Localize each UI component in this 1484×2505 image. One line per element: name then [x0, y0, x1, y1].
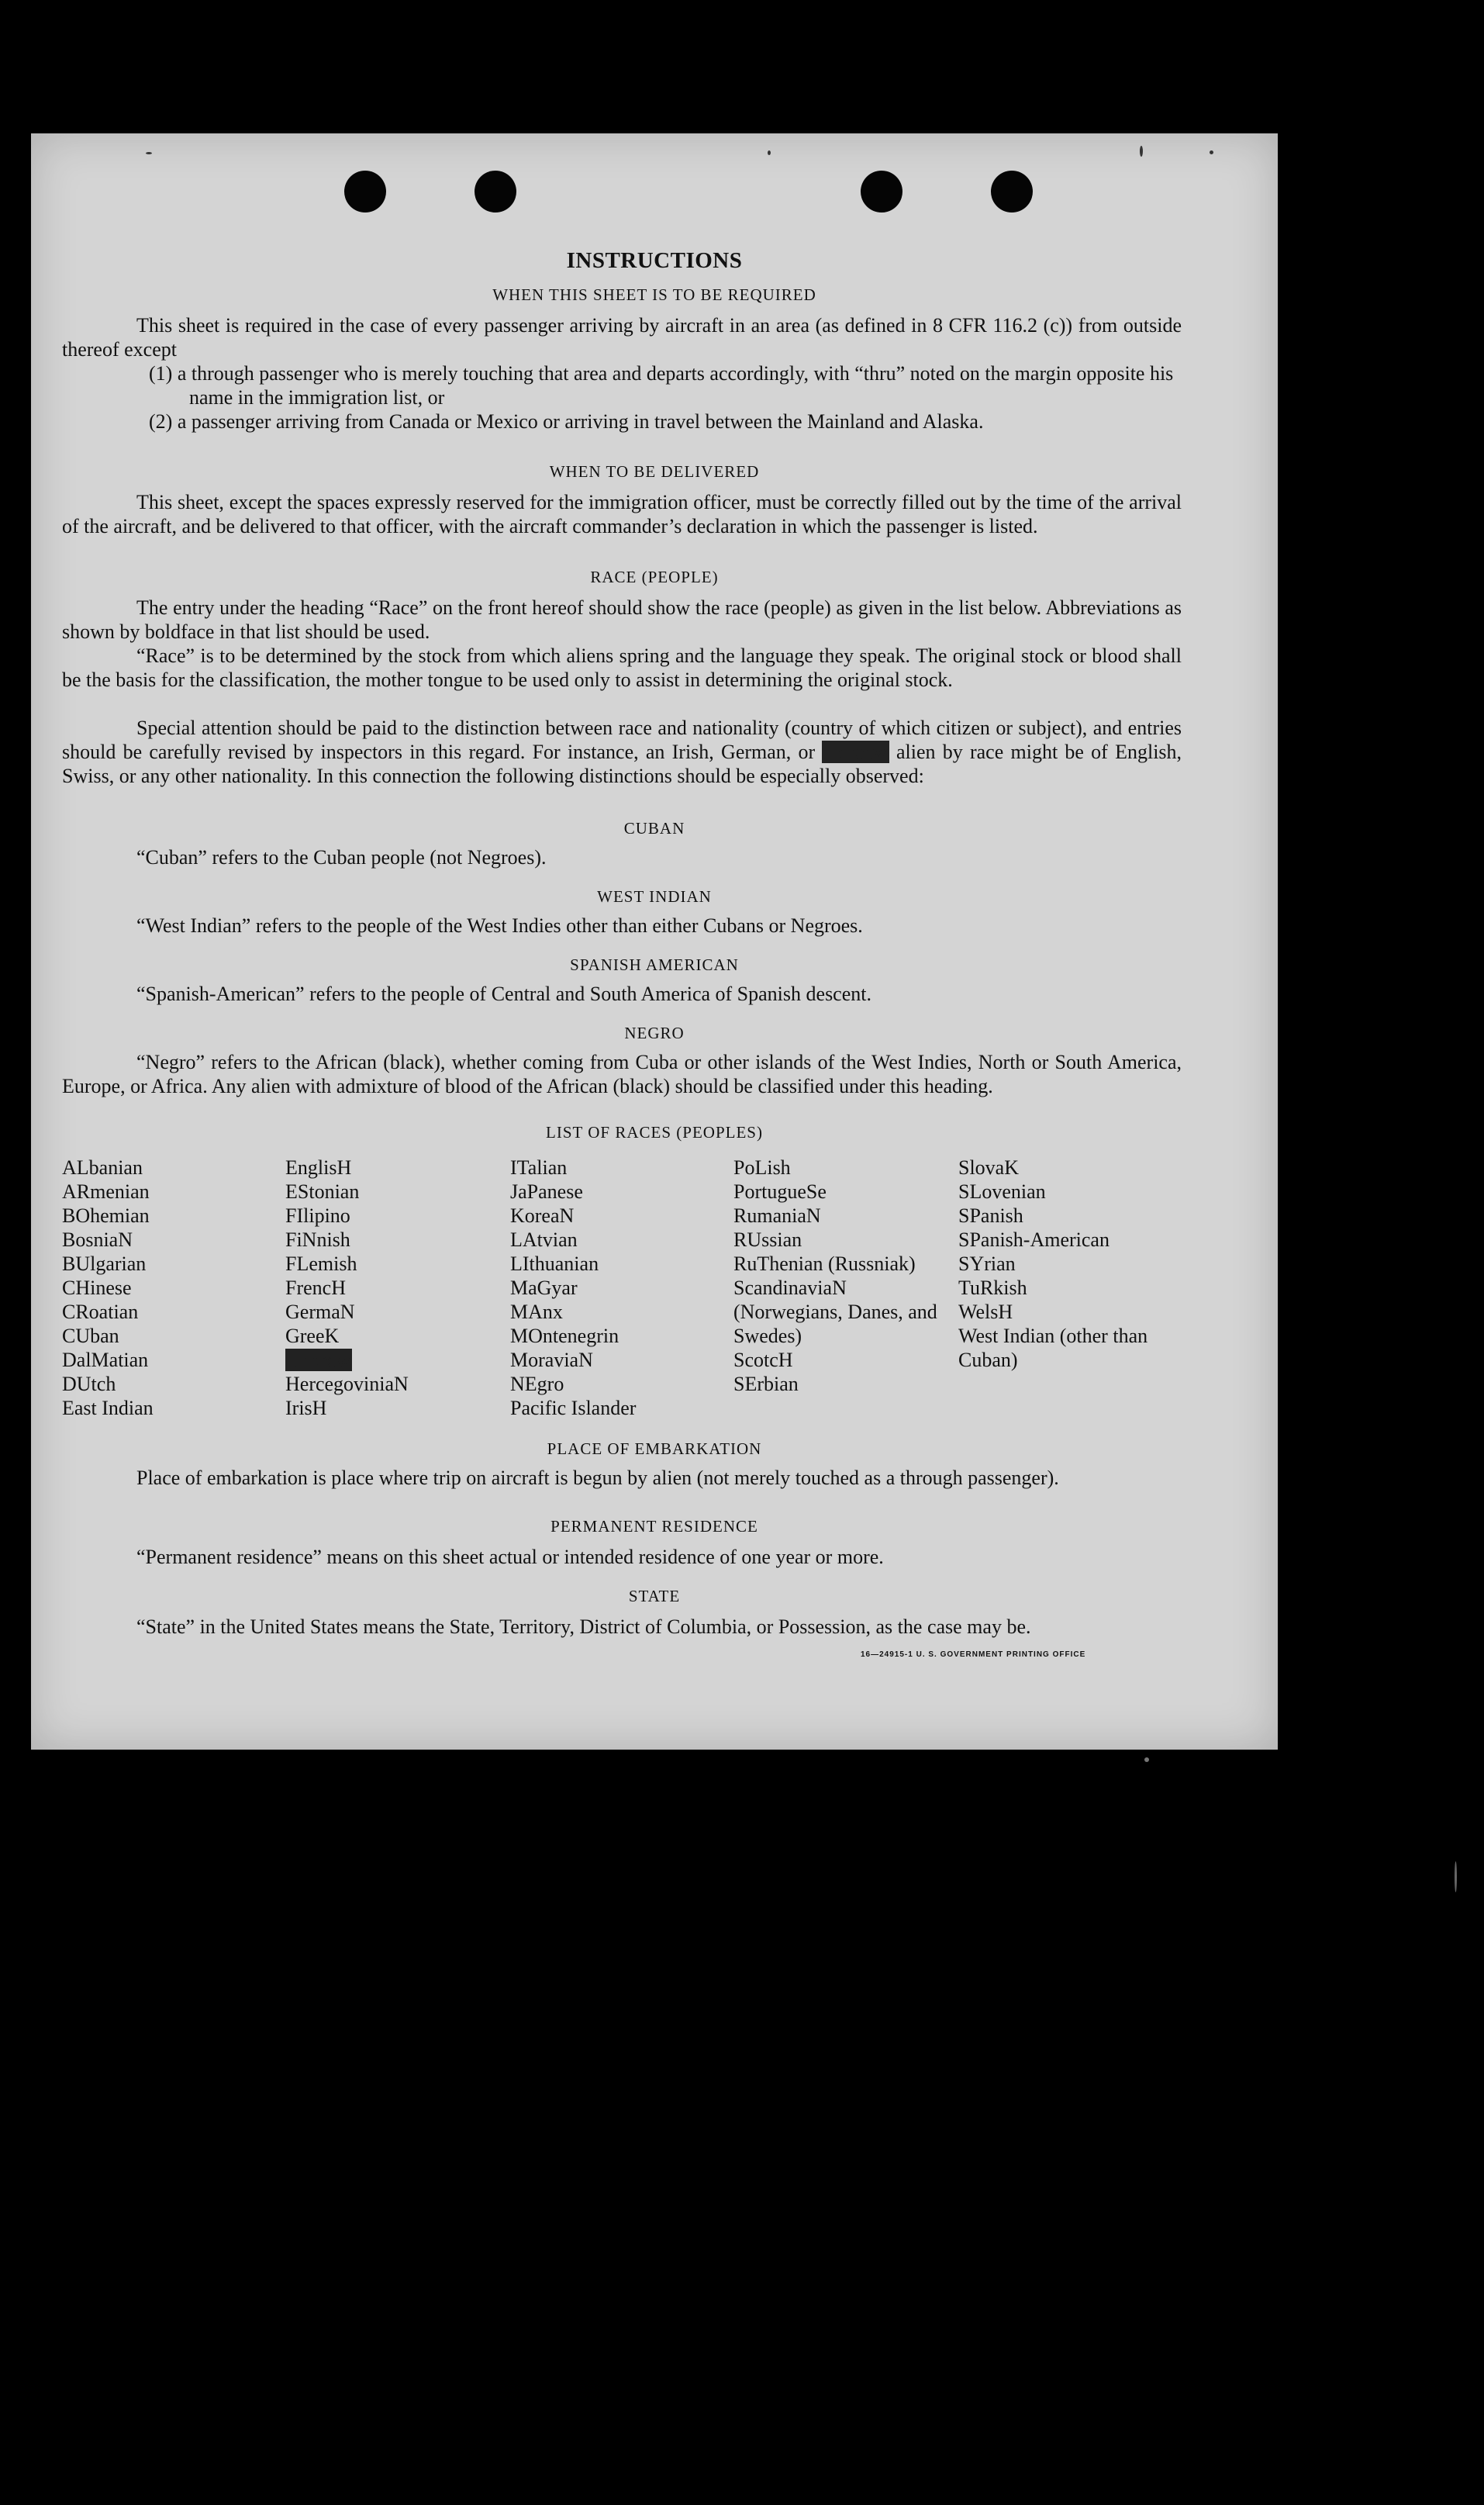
race-entry: ITalian: [510, 1156, 568, 1179]
spanish-american-text: “Spanish-American” refers to the people of Central and South America of Spanish descent.: [136, 983, 871, 1005]
race-entry: MAnx: [510, 1301, 563, 1323]
race-entry: West Indian (other than Cuban): [958, 1325, 1148, 1371]
race-entry: East Indian: [62, 1397, 154, 1419]
race-entry: GreeK: [285, 1325, 340, 1347]
dust-speck: [1144, 1757, 1149, 1762]
heading-list-of-races: LIST OF RACES (PEOPLES): [546, 1123, 763, 1142]
race-entry: BUlgarian: [62, 1252, 147, 1275]
race-entry: LAtvian: [510, 1228, 578, 1251]
race-entry: ARmenian: [62, 1180, 150, 1203]
race-entry: EStonian: [285, 1180, 360, 1203]
race-entry: BOhemian: [62, 1204, 150, 1227]
west-indian-text: “West Indian” refers to the people of the West Indies other than either Cubans or Negroes.: [136, 914, 863, 937]
race-entry: SPanish-American: [958, 1228, 1110, 1251]
punch-hole: [861, 171, 902, 212]
instruction-sheet: [31, 133, 1278, 1750]
race-entry: NEgro: [510, 1373, 564, 1395]
punch-hole: [475, 171, 516, 212]
races-column-2: [285, 1156, 409, 1420]
race-entry: DalMatian: [62, 1349, 149, 1371]
dust-speck: [1140, 146, 1143, 157]
race-entry: [285, 1348, 409, 1372]
race-entry: FIlipino: [285, 1204, 350, 1227]
page-title: INSTRUCTIONS: [566, 248, 743, 273]
required-intro: This sheet is required in the case of every passenger arriving by aircraft in an area (as defined in 8 CFR 116.2 (c)) from outside thereof except: [62, 314, 1182, 361]
race-entry: SPanish: [958, 1204, 1023, 1227]
race-entry: MaGyar: [510, 1277, 578, 1299]
races-column-4: [733, 1156, 943, 1396]
race-entry: ScotcH: [733, 1349, 793, 1371]
race-entry: MoraviaN: [510, 1349, 593, 1371]
delivered-text: This sheet, except the spaces expressly reserved for the immigration officer, must be correctly filled out by the time of the arrival of the aircraft, and be delivered to that officer, with the aircraft commander’s declaration in which the passenger is listed.: [62, 491, 1182, 537]
race-entry: FrencH: [285, 1277, 346, 1299]
race-entry: GermaN: [285, 1301, 355, 1323]
race-entry: SErbian: [733, 1373, 799, 1395]
race-entry: LIthuanian: [510, 1252, 599, 1275]
heading-spanish-american: SPANISH AMERICAN: [570, 955, 739, 974]
heading-delivered: WHEN TO BE DELIVERED: [549, 462, 760, 481]
heading-negro: NEGRO: [624, 1024, 685, 1042]
race-paragraph-1: The entry under the heading “Race” on the front hereof should show the race (people) as given in the list below. Abbreviations as shown by boldface in that list should be used.: [62, 596, 1182, 643]
race-paragraph-3a: Special attention should be paid to the distinction between race and nationality (country of which citizen or subject), and entries should be carefully revised by inspectors in this regard. For instance, an Irish, German, or: [62, 717, 1182, 763]
required-item-2: (2) a passenger arriving from Canada or Mexico or arriving in travel between the Mainland and Alaska.: [149, 410, 984, 433]
races-column-5: [958, 1156, 1168, 1372]
race-entry: Pacific Islander: [510, 1397, 637, 1419]
dust-speck: [768, 150, 771, 155]
punch-hole: [991, 171, 1033, 212]
print-footer: 16—24915-1 U. S. GOVERNMENT PRINTING OFFICE: [861, 1650, 1086, 1659]
race-entry: FLemish: [285, 1252, 357, 1275]
dust-speck: [1455, 1861, 1457, 1892]
race-entry: CUban: [62, 1325, 119, 1347]
required-item-1: (1) a through passenger who is merely touching that area and departs accordingly, with “thru” noted on the margin opposite his name in the immigration list, or: [149, 362, 1174, 409]
race-entry: TuRkish: [958, 1277, 1027, 1299]
negro-text: “Negro” refers to the African (black), whether coming from Cuba or other islands of the West Indies, North or South America, Europe, or Africa. Any alien with admixture of blood of the African (black) should be classified under this heading.: [62, 1051, 1182, 1097]
heading-cuban: CUBAN: [623, 819, 685, 838]
race-entry: DUtch: [62, 1373, 116, 1395]
race-entry: ScandinaviaN (Norwegians, Danes, and Swedes): [733, 1277, 937, 1347]
heading-embarkation: PLACE OF EMBARKATION: [547, 1439, 762, 1458]
race-entry: IrisH: [285, 1397, 327, 1419]
race-entry: KoreaN: [510, 1204, 575, 1227]
heading-state: STATE: [628, 1587, 681, 1605]
state-text: “State” in the United States means the State, Territory, District of Columbia, or Possession, as the case may be.: [136, 1615, 1031, 1638]
race-entry: PoLish: [733, 1156, 791, 1179]
race-entry: BosniaN: [62, 1228, 133, 1251]
races-column-1: [62, 1156, 154, 1420]
race-entry: RUssian: [733, 1228, 802, 1251]
race-entry: CRoatian: [62, 1301, 139, 1323]
race-entry: ALbanian: [62, 1156, 143, 1179]
race-entry: RuThenian (Russniak): [733, 1252, 916, 1275]
races-column-3: [510, 1156, 636, 1420]
race-paragraph-3b: alien by race might be of English, Swiss, or any other nationality. In this connection the following distinctions should be especially observed:: [62, 741, 1182, 787]
redacted-race-entry: Hebrew: [287, 1349, 351, 1371]
race-entry: HercegoviniaN: [285, 1373, 409, 1395]
race-entry: RumaniaN: [733, 1204, 821, 1227]
race-entry: PortugueSe: [733, 1180, 827, 1203]
race-entry: SLovenian: [958, 1180, 1046, 1203]
residence-text: “Permanent residence” means on this sheet actual or intended residence of one year or more.: [136, 1546, 884, 1568]
race-entry: EnglisH: [285, 1156, 352, 1179]
dust-speck: [146, 152, 152, 154]
race-paragraph-2: “Race” is to be determined by the stock from which aliens spring and the language they speak. The original stock or blood shall be the basis for the classification, the mother tongue to be used only to assist in determining the original stock.: [62, 644, 1182, 691]
race-entry: JaPanese: [510, 1180, 583, 1203]
dust-speck: [1210, 150, 1213, 154]
race-entry: WelsH: [958, 1301, 1013, 1323]
race-entry: SlovaK: [958, 1156, 1019, 1179]
redacted-word: Hebrew: [823, 741, 888, 763]
cuban-text: “Cuban” refers to the Cuban people (not Negroes).: [136, 846, 547, 869]
heading-residence: PERMANENT RESIDENCE: [550, 1517, 758, 1536]
heading-required: WHEN THIS SHEET IS TO BE REQUIRED: [492, 285, 816, 304]
heading-west-indian: WEST INDIAN: [597, 887, 712, 906]
race-entry: CHinese: [62, 1277, 132, 1299]
heading-race: RACE (PEOPLE): [590, 568, 719, 586]
punch-hole: [344, 171, 386, 212]
race-entry: FiNnish: [285, 1228, 350, 1251]
embarkation-text: Place of embarkation is place where trip on aircraft is begun by alien (not merely touched as a through passenger).: [136, 1467, 1059, 1489]
race-entry: SYrian: [958, 1252, 1016, 1275]
race-entry: MOntenegrin: [510, 1325, 619, 1347]
race-paragraph-3: [62, 716, 1182, 788]
